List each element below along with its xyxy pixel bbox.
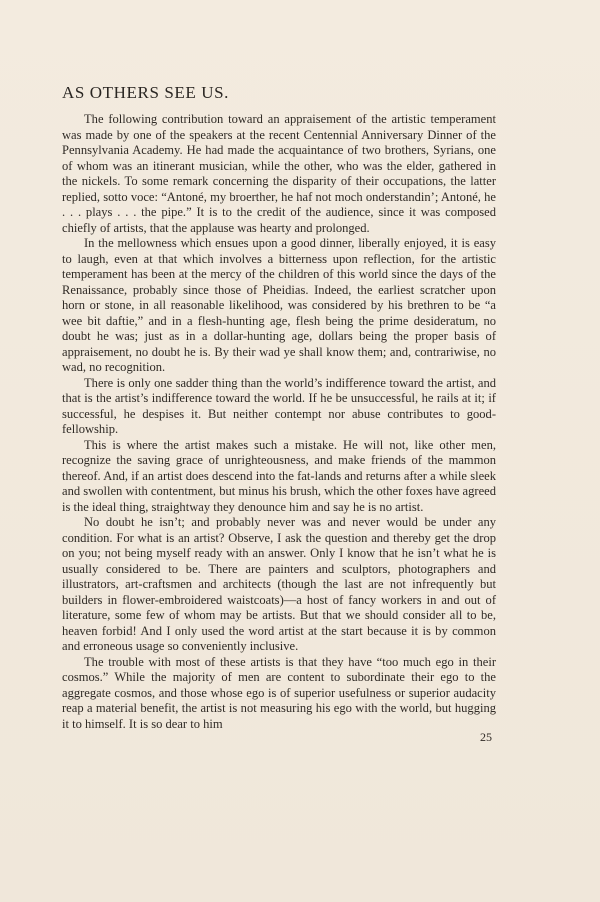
paragraph: In the mellowness which ensues upon a good dinner, liberally enjoyed, it is easy to laugh, even at that which involves a bitterness upon reflection, for the artistic temperament has been at the mercy of the children of this world since the days of the Renaissance, probably since those of Pheidias. Indeed, the earliest scratcher upon horn or stone, in all reasonable likelihood, was considered by his brethren to be “a wee bit daftie,” and in a flesh-hunting age, flesh being the prime desideratum, no doubt he was; just as in a dollar-hunting age, dollars being the proper basis of appraisement, no doubt he is. By their wad ye shall know them; and, contrariwise, no wad, no recognition.	[62, 236, 496, 374]
paragraph: No doubt he isn’t; and probably never was and never would be under any condition. For what is an artist? Observe, I ask the question and thereby get the drop on you; not being myself ready with an answer. Only I know that he isn’t what he is usually considered to be. There are painters and sculptors, photographers and illustrators, art-craftsmen and architects (though the last are not infrequently but builders in flower-embroidered waistcoats)—a host of fancy workers in and out of literature, some few of whom may be artists. But that we should consider all to be, heaven forbid! And I only used the word artist at the start because it is by common and erroneous usage so conveniently inclusive.	[62, 515, 496, 653]
paragraph: The following contribution toward an appraisement of the artistic temperament was made by one of the speakers at the recent Centennial Anniversary Dinner of the Pennsylvania Academy. He had made the acquaintance of two brothers, Syrians, one of whom was an itinerant musician, while the other, who was the elder, gathered in the nickels. To some remark concerning the disparity of their occupations, the latter replied, sotto voce: “Antoné, my broerther, he haf not moch onderstandin’; Antoné, he . . . plays . . . the pipe.” It is to the credit of the audience, since it was composed chiefly of artists, that the applause was hearty and prolonged.	[62, 112, 496, 235]
paragraph: There is only one sadder thing than the world’s indifference toward the artist, and that is the artist’s indifference toward the world. If he be unsuccessful, he rails at it; if successful, he despises it. But neither contempt nor abuse contributes to good-fellowship.	[62, 375, 496, 436]
page-number: 25	[480, 730, 492, 744]
article-body	[62, 112, 496, 732]
paragraph: The trouble with most of these artists is that they have “too much ego in their cosmos.” While the majority of men are content to subordinate their ego to the aggregate cosmos, and those whose ego is of superior usefulness or superior audacity reap a material benefit, the artist is not measuring his ego with the world, but hugging it to himself. It is so dear to him	[62, 654, 496, 731]
paragraph: This is where the artist makes such a mistake. He will not, like other men, recognize the saving grace of unrighteousness, and make friends of the mammon thereof. And, if an artist does descend into the fat-lands and returns after a while sleek and swollen with contentment, but minus his brush, which the other foxes have agreed is the ideal thing, straightway they denounce him and say he is no artist.	[62, 437, 496, 514]
article-heading: AS OTHERS SEE US.	[62, 83, 230, 102]
